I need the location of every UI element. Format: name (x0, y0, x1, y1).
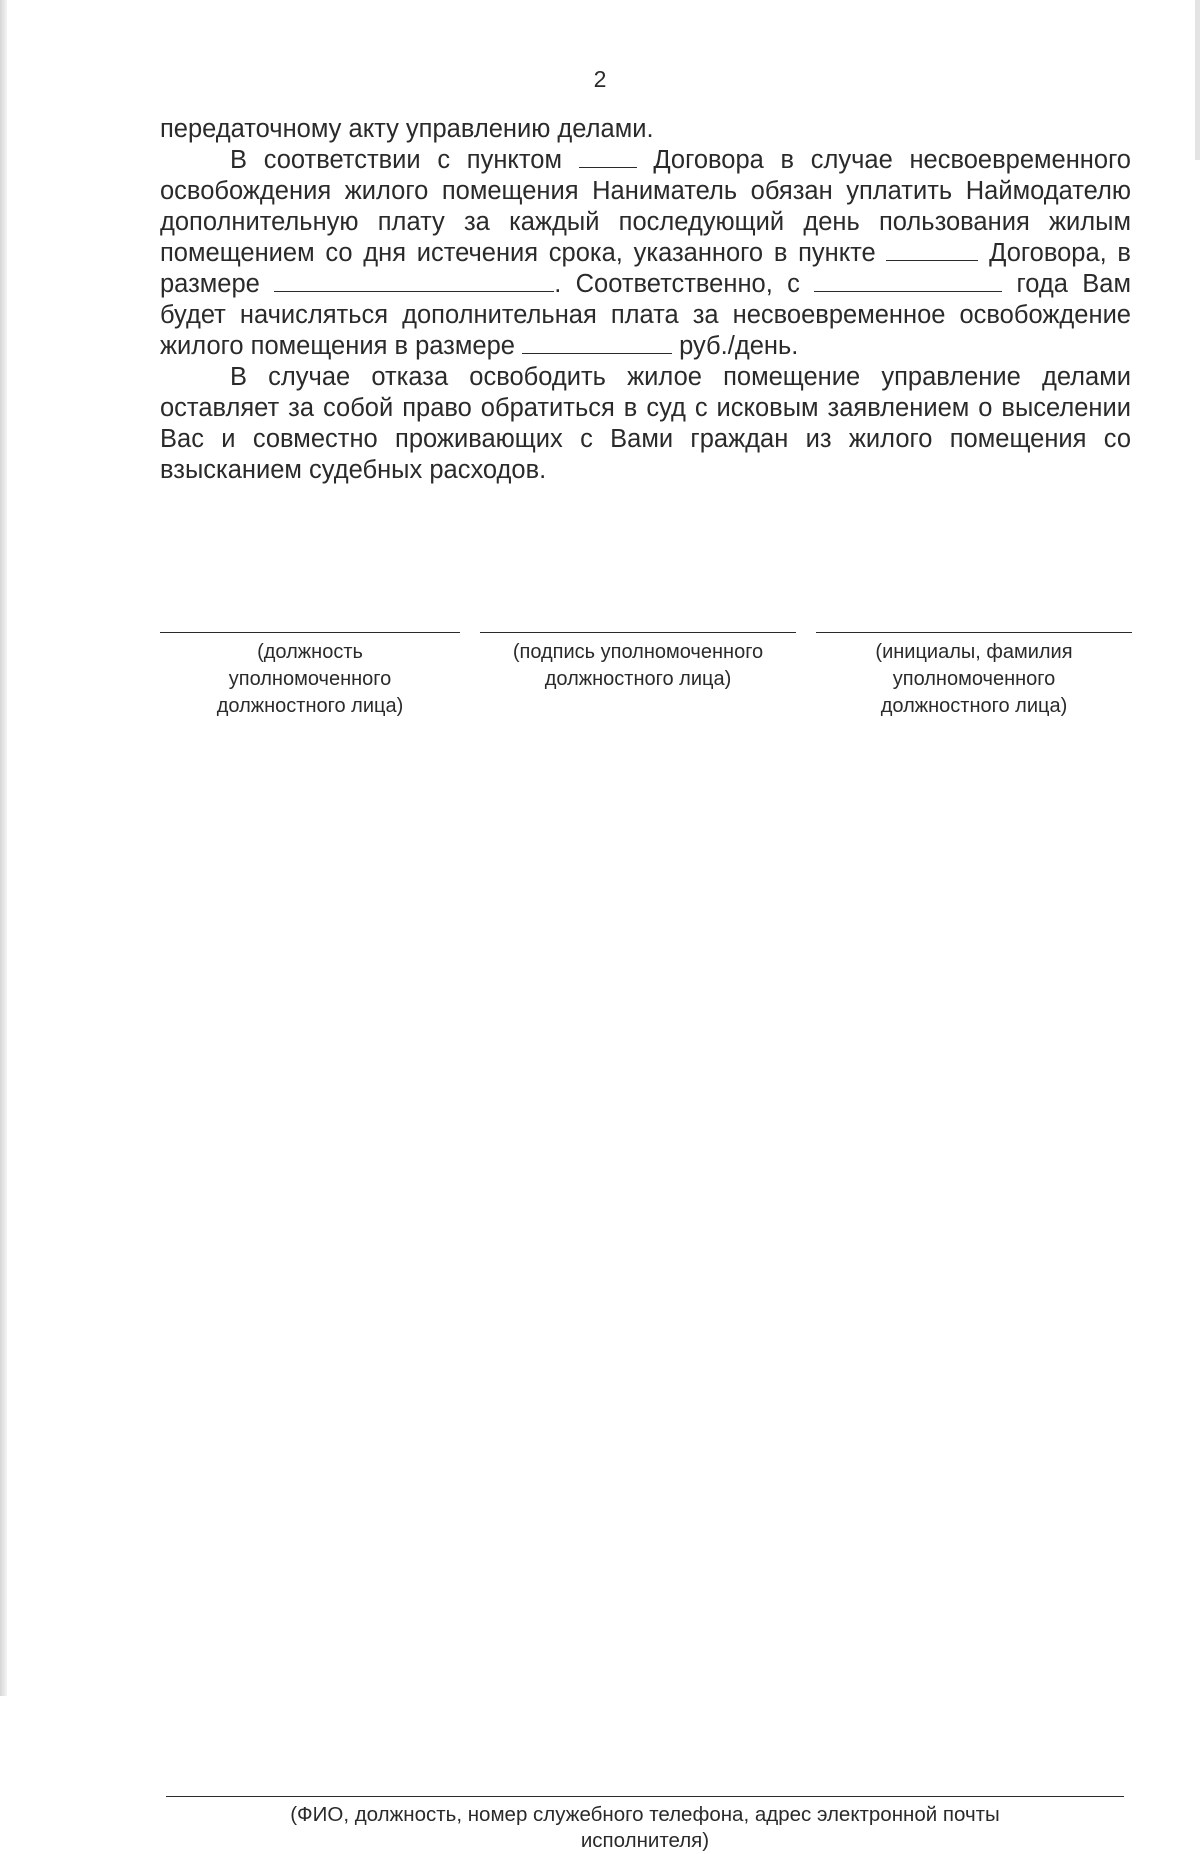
blank-amount (274, 271, 554, 292)
paragraph-continuation (160, 114, 1131, 145)
paragraph-2-part-e: года Вам будет начисляться дополнительная плата за несвоевременное освобождение жилого помещения в размере (160, 270, 1132, 360)
blank-term-clause (886, 240, 978, 261)
signature-block-position (160, 632, 460, 720)
signature-block-signature (480, 632, 796, 693)
signature-line (160, 632, 460, 633)
paragraph-2-part-d: . Соответственно, с (554, 270, 815, 298)
scan-left-edge (0, 0, 7, 1696)
paragraph-2-part-a: В соответствии с пунктом (230, 146, 579, 174)
position-caption: (должность уполномоченного должностного лица) (216, 641, 404, 717)
paragraph-3-text: В случае отказа освободить жилое помещение управление делами оставляет за собой право обратиться в суд с исковым заявлением о выселении Вас и совместно проживающих с Вами граждан из жилого помещения со взысканием судебных расходов. (160, 363, 1131, 484)
executor-line (166, 1796, 1124, 1797)
paragraph-2-part-f: руб./день. (672, 332, 799, 360)
paragraph-1-text: передаточному акту управлению делами. (160, 115, 654, 143)
paragraph-refusal (160, 362, 1131, 486)
letter-body (160, 114, 1131, 486)
signature-line (816, 632, 1132, 633)
blank-clause-number (579, 147, 637, 168)
paragraph-2-part-b: Договора в случае несвоевременного освобождения жилого помещения Наниматель обязан уплатить Наймодателю дополнительную плату за каждый последующий день пользования жилым помещением со дня истечения срока, указанного в пункте (160, 146, 1131, 267)
signature-block-name (816, 632, 1132, 720)
name-caption: (инициалы, фамилия уполномоченного должностного лица) (875, 641, 1073, 717)
executor-caption: (ФИО, должность, номер служебного телефона, адрес электронной почты исполнителя) (290, 1803, 1000, 1852)
blank-daily-rate (522, 333, 672, 354)
blank-start-date (814, 271, 1002, 292)
signature-line (480, 632, 796, 633)
paragraph-penalty (160, 145, 1131, 362)
executor-block (166, 1796, 1124, 1854)
signature-caption: (подпись уполномоченного должностного лица) (512, 641, 764, 690)
page-number: 2 (593, 66, 607, 92)
paragraph-2-part-c: Договора, в размере (160, 239, 1131, 298)
